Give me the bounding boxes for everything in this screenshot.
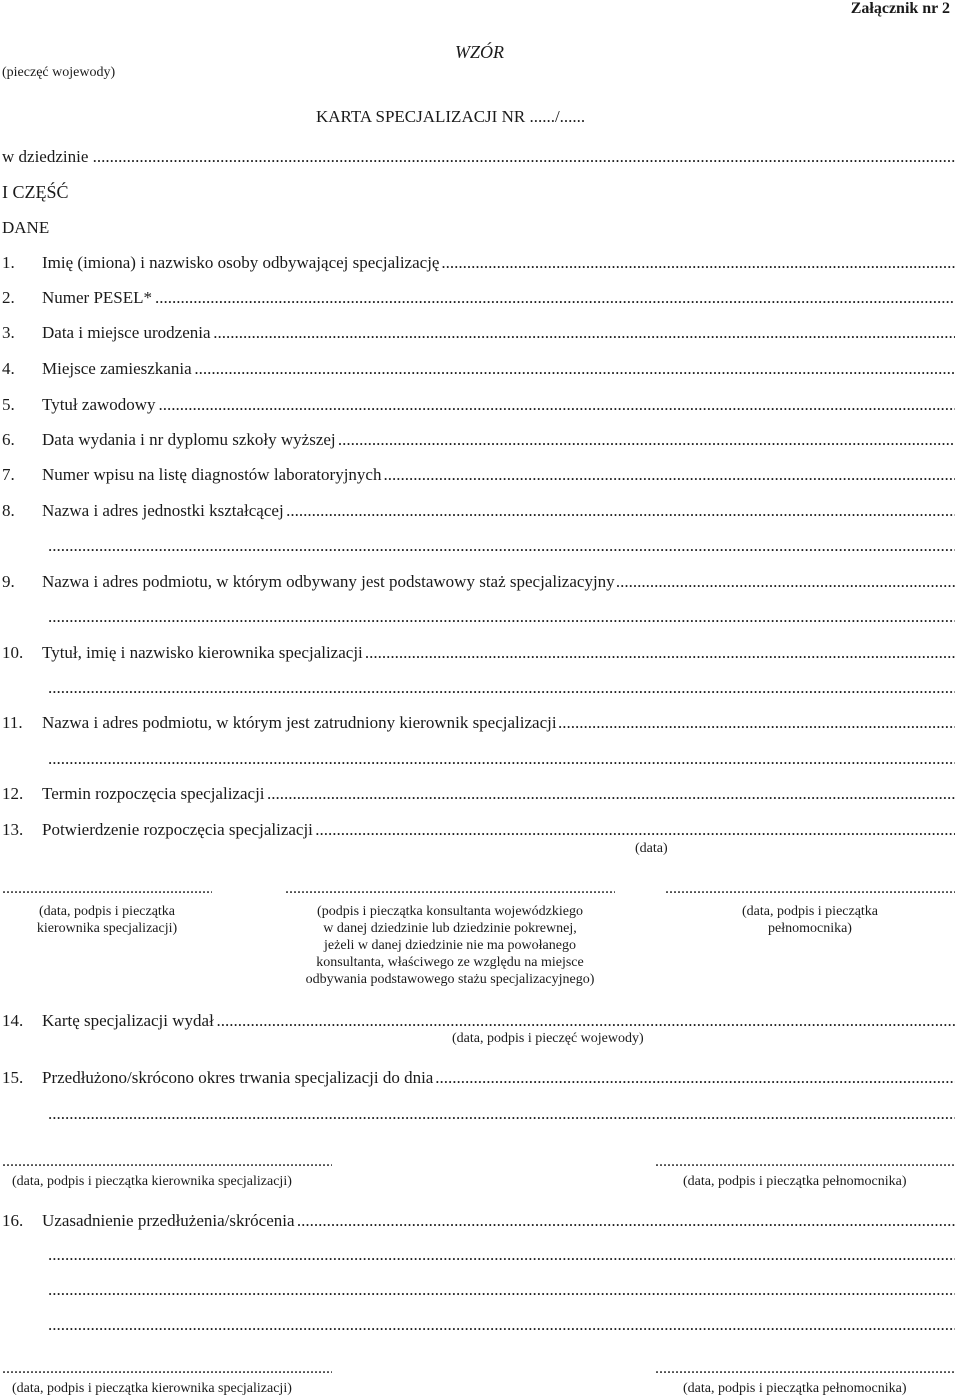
item-label: Potwierdzenie rozpoczęcia specjalizacji [42,820,313,839]
item-16-continuation[interactable] [48,1245,955,1265]
item-label: Data i miejsce urodzenia [42,323,211,342]
item-label: Uzasadnienie przedłużenia/skrócenia [42,1211,295,1230]
item-label: Numer wpisu na listę diagnostów laboratoryjnych [42,465,382,484]
fill-line [384,465,955,485]
fill-line [616,572,955,592]
item-9[interactable] [2,572,955,592]
item-label: Tytuł, imię i nazwisko kierownika specjalizacji [42,643,363,662]
wzor-label: WZÓR [455,42,504,62]
fill-line [365,643,955,663]
caption-data: (data) [635,841,668,856]
item-number: 7. [2,465,15,484]
item-10-continuation[interactable] [48,678,955,698]
item-number: 13. [2,820,24,839]
caption-kierownik: (data, podpis i pieczątka kierownika specjalizacji) [12,1174,292,1189]
item-15[interactable] [2,1068,955,1088]
item-number: 12. [2,784,24,803]
fill-line [158,395,955,415]
item-number: 5. [2,395,15,414]
item-label: Imię (imiona) i nazwisko osoby odbywającej specjalizację [42,253,440,272]
fill-line [48,607,955,627]
caption-pelnomocnik: (data, podpis i pieczątka pełnomocnika) [683,1174,907,1189]
item-number: 10. [2,643,24,662]
item-label: Numer PESEL* [42,288,153,307]
item-label: Miejsce zamieszkania [42,359,192,378]
caption-line: (data, podpis i pieczątka [741,904,879,919]
item-number: 4. [2,359,15,378]
item-14[interactable] [2,1011,955,1031]
caption-kierownik [2,903,212,937]
annex-label: Załącznik nr 2 [850,0,950,17]
fill-line [297,1211,955,1231]
caption-pelnomocnik: (data, podpis i pieczątka pełnomocnika) [683,1381,907,1396]
item-10[interactable] [2,643,955,663]
field-dziedzina[interactable] [2,147,955,167]
signature-line-kierownik[interactable] [2,880,212,898]
item-label: Termin rozpoczęcia specjalizacji [42,784,265,803]
signature-line-pelnomocnik[interactable] [655,1153,955,1171]
item-15-continuation[interactable] [48,1104,955,1124]
item-12[interactable] [2,784,955,804]
item-label: Data wydania i nr dyplomu szkoły wyższej [42,430,336,449]
caption-line: pełnomocnika) [768,921,852,936]
item-16-continuation[interactable] [48,1315,955,1335]
card-title: KARTA SPECJALIZACJI NR ....../...... [316,107,586,126]
field-dziedzina-label: w dziedzinie [2,147,89,166]
caption-line: konsultanta, właściwego ze względu na miejsce [316,955,584,970]
fill-line [435,1068,955,1088]
item-9-continuation[interactable] [48,607,955,627]
fill-line [286,501,955,521]
fill-line [48,1104,955,1124]
item-16[interactable] [2,1211,955,1231]
caption-pelnomocnik [700,903,920,937]
item-16-continuation[interactable] [48,1280,955,1300]
item-number: 15. [2,1068,24,1087]
fill-line [441,253,955,273]
item-number: 16. [2,1211,24,1230]
item-4[interactable] [2,359,955,379]
fill-line [338,430,955,450]
fill-line [194,359,955,379]
caption-line: kierownika specjalizacji) [36,921,178,936]
seal-placeholder: (pieczęć wojewody) [2,65,116,80]
fill-line [48,749,955,769]
caption-wojewoda: (data, podpis i pieczęć wojewody) [452,1031,644,1046]
item-3[interactable] [2,323,955,343]
item-label: Tytuł zawodowy [42,395,156,414]
item-label: Kartę specjalizacji wydał [42,1011,214,1030]
item-number: 11. [2,713,23,732]
item-number: 6. [2,430,15,449]
fill-line [217,1011,956,1031]
signature-line-pelnomocnik[interactable] [655,1360,955,1378]
item-label: Nazwa i adres podmiotu, w którym jest zatrudniony kierownik specjalizacji [42,713,557,732]
fill-line [48,536,955,556]
item-7[interactable] [2,465,955,485]
fill-line [213,323,955,343]
fill-line [48,678,955,698]
item-label: Przedłużono/skrócono okres trwania specjalizacji do dnia [42,1068,434,1087]
fill-line [315,820,955,840]
caption-line: jeżeli w danej dziedzinie nie ma powołanego [324,938,576,953]
section-title: DANE [2,218,50,237]
item-11[interactable] [2,713,955,733]
item-number: 1. [2,253,15,272]
fill-line [267,784,955,804]
item-number: 3. [2,323,15,342]
item-2[interactable] [2,288,955,308]
item-number: 14. [2,1011,24,1030]
caption-kierownik: (data, podpis i pieczątka kierownika specjalizacji) [12,1381,292,1396]
item-label: Nazwa i adres podmiotu, w którym odbywany jest podstawowy staż specjalizacyjny [42,572,615,591]
caption-line: odbywania podstawowego stażu specjalizacyjnego) [305,972,595,987]
caption-konsultant [270,903,630,988]
item-number: 8. [2,501,15,520]
signature-line-kierownik[interactable] [2,1360,332,1378]
caption-line: (podpis i pieczątka konsultanta wojewódzkiego [317,904,583,919]
signature-line-kierownik[interactable] [2,1153,332,1171]
fill-line [48,1245,955,1265]
item-5[interactable] [2,395,955,415]
item-6[interactable] [2,430,955,450]
signature-line-konsultant[interactable] [285,880,615,898]
caption-line: w danej dziedzinie lub dziedzinie pokrewnej, [323,921,577,936]
caption-line: (data, podpis i pieczątka [38,904,176,919]
fill-line [155,288,955,308]
item-8-continuation[interactable] [48,536,955,556]
fill-line [558,713,955,733]
item-8[interactable] [2,501,955,521]
item-number: 9. [2,572,15,591]
fill-line [93,147,955,167]
part-title: I CZĘŚĆ [2,182,69,202]
signature-line-pelnomocnik[interactable] [665,880,955,898]
fill-line [48,1280,955,1300]
item-11-continuation[interactable] [48,749,955,769]
item-1[interactable] [2,253,955,273]
fill-line [48,1315,955,1335]
item-number: 2. [2,288,15,307]
item-label: Nazwa i adres jednostki kształcącej [42,501,284,520]
item-13[interactable] [2,820,955,840]
